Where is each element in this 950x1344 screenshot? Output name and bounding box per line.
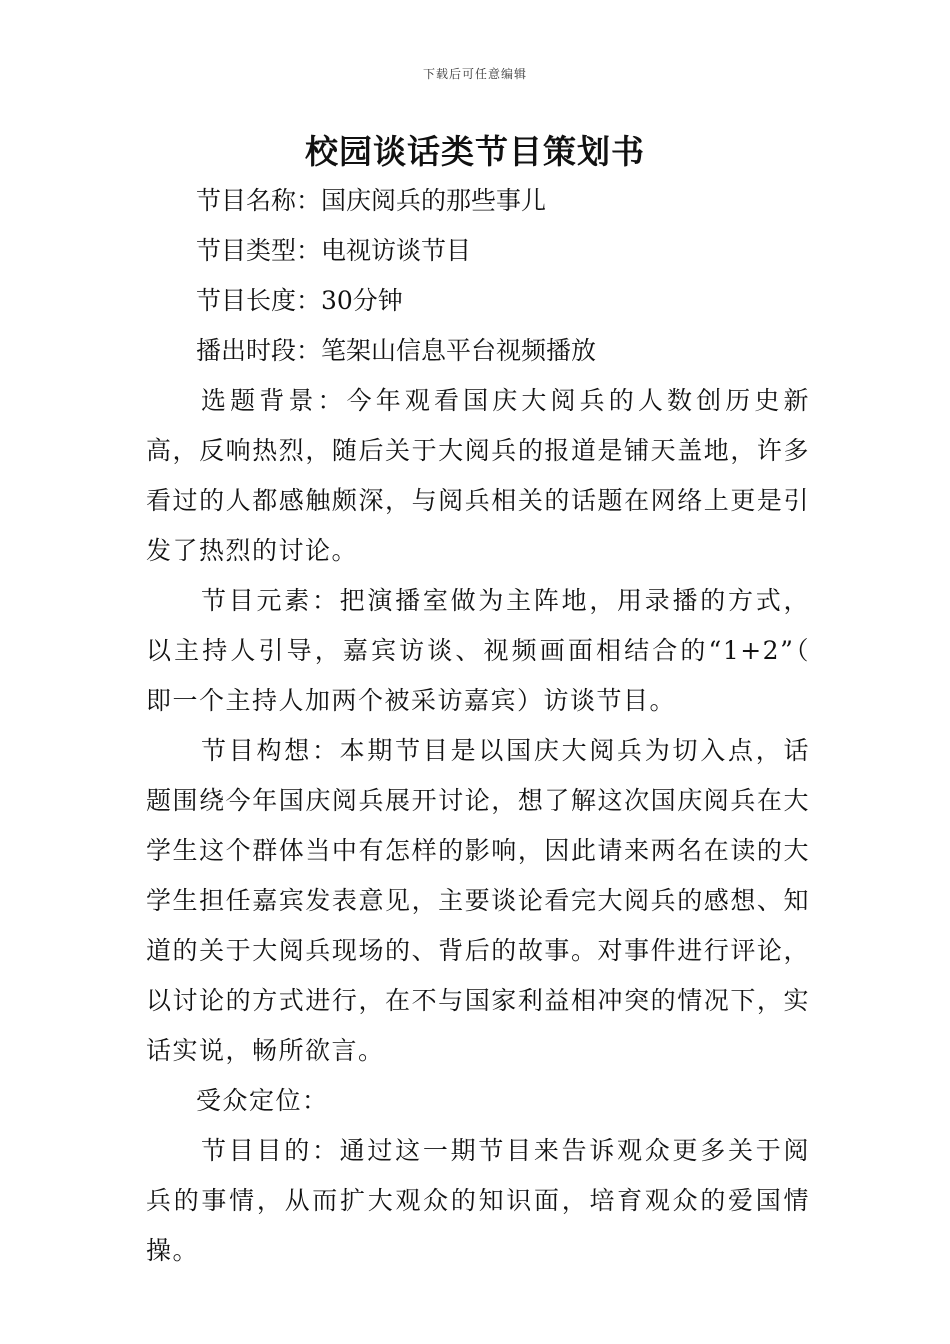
paragraph-elements: 节目元素：把演播室做为主阵地，用录播的方式，以主持人引导，嘉宾访谈、视频画面相结合的“1+2”（ 即一个主持人加两个被采访嘉宾）访谈节目。 [146,586,810,715]
paragraph-purpose: 节目目的：通过这一期节目来告诉观众更多关于阅兵的事情，从而扩大观众的知识面，培育观众的爱国情操。 [146,1136,810,1265]
paragraph-audience: 受众定位： [196,1086,329,1115]
meta-broadcast-slot: 播出时段：笔架山信息平台视频播放 [196,336,597,365]
meta-program-name: 节目名称：国庆阅兵的那些事儿 [196,186,547,215]
paragraph-concept: 节目构想：本期节目是以国庆大阅兵为切入点，话题围绕今年国庆阅兵展开讨论，想了解这次国庆阅兵在大学生这个群体当中有怎样的影响，因此请来两名在读的大学生担任嘉宾发表意见，主要谈论看完大阅兵的感想、知道的关于大阅兵现场的、背后的故事。对事件进行评论，以讨论的方式进行，在不与国家利益相冲突的情况下，实话实说，畅所欲言。 [146,736,810,1065]
document-title: 校园谈话类节目策划书 [305,132,645,171]
document-body [146,176,810,1276]
meta-program-type: 节目类型：电视访谈节目 [196,236,472,265]
header-note: 下载后可任意编辑 [422,67,527,81]
paragraph-background: 选题背景：今年观看国庆大阅兵的人数创历史新高，反响热烈，随后关于大阅兵的报道是铺天盖地，许多看过的人都感触颇深，与阅兵相关的话题在网络上更是引发了热烈的讨论。 [146,386,810,565]
meta-program-length: 节目长度：30分钟 [196,286,403,315]
